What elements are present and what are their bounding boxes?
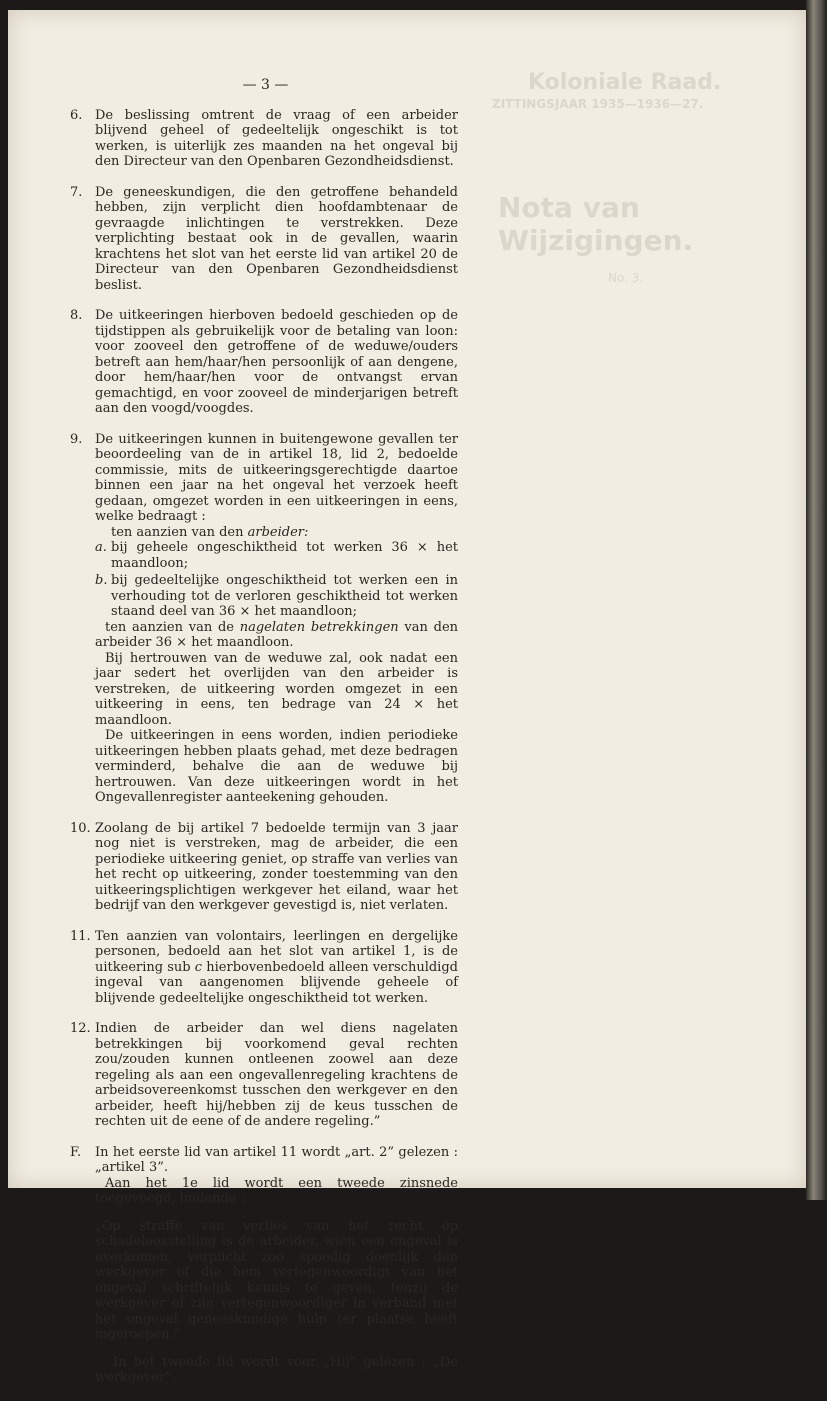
article-item-7	[70, 184, 458, 294]
article-item-9	[70, 431, 459, 806]
sub-text: bij gedeeltelijke ongeschiktheid tot werken een in verhouding tot de verloren geschiktheid tot werken staand deel van 36 × het maandloon;	[111, 573, 458, 619]
item-text: Zoolang de bij artikel 7 bedoelde termijn van 3 jaar nog niet is verstreken, mag de arbeider, die een periodieke uitkeering geniet, op straffe van verlies van het recht op uitkeering, zonder toestemming van den uitkeeringsplichtigen werkgever het eiland, waar het bedrijf van den werkgever gevestigd is, niet verlaten.	[95, 820, 458, 913]
sub-item-b	[95, 573, 458, 620]
article-item-10	[70, 820, 458, 914]
section-quote: „Op straffe van verlies van het recht op schadeloosstelling is de arbeider, wien een ongeval is overkomen, verplicht zoo spoedig doenlijk den werkgever of die hem vertegenwoordigt van het ongeval schriftelijk kennis te geven, tenzij de werkgever of zijn vertegenwoordiger in verband met het ongeval geneeskundige hulp ter plaatse heeft ingeroepen.”	[95, 1218, 458, 1342]
section-text-2: Aan het 1e lid wordt een tweede zinsnede toegevoegd, luidende :	[95, 1175, 458, 1206]
ghost-session: ZITTINGSJAAR 1935—1936—27.	[492, 97, 704, 111]
nab-prefix: ten aanzien van de	[105, 619, 240, 635]
hertrouwen-paragraph: Bij hertrouwen van de weduwe zal, ook nadat een jaar sedert het overlijden van den arbeider is verstreken, de uitkeering worden omgezet in een uitkeering in eens, ten bedrage van 24 × het maandloon.	[95, 650, 458, 728]
item-text: De uitkeeringen kunnen in buitengewone gevallen ter beoordeeling van de in artikel 18, lid 2, bedoelde commissie, mits de uitkeeringsgerechtigde daartoe binnen een jaar na het ongeval het verzoek heeft gedaan, omgezet worden in een uitkeeringen in eens, welke bedraagt :	[95, 431, 458, 524]
sub-label: a.	[95, 540, 107, 555]
item-text: De beslissing omtrent de vraag of een arbeider blijvend geheel of gedeeltelijk ongeschikt is tot werken, is uiterlijk zes maanden na het ongeval bij den Directeur van den Openbaren Gezondheidsdienst.	[95, 107, 458, 169]
item-text: Indien de arbeider dan wel diens nagelaten betrekkingen bij voorkomend geval rechten zou/zouden kunnen ontleenen zoowel aan deze regeling als aan een ongevallenregeling krachtens de arbeidsovereenkomst tusschen den werkgever en den arbeider, heeft hij/hebben zij de keus tusschen de rechten uit de eene of de andere regeling.”	[95, 1021, 458, 1129]
section-last: In het tweede lid wordt voor „Hij” gelezen : „De werkgever”.	[95, 1354, 458, 1385]
arbeider-word: arbeider:	[247, 524, 309, 540]
section-text-1: In het eerste lid van artikel 11 wordt „art. 2” gelezen : „artikel 3”.	[95, 1144, 458, 1175]
arbeider-heading	[95, 525, 458, 541]
sub-item-a	[95, 540, 458, 571]
item-number: 12.	[70, 1021, 91, 1036]
bleed-through-text	[478, 70, 778, 285]
ghost-nr: No. 3.	[608, 271, 644, 285]
eens-paragraph: De uitkeeringen in eens worden, indien periodieke uitkeeringen hebben plaats gehad, met deze bedragen verminderd, behalve die aan de weduwe bij hertrouwen. Van deze uitkeeringen wordt in het Ongevallenregister aanteekening gehouden.	[95, 728, 458, 805]
article-item-8	[70, 308, 458, 417]
nab-suffix: van den arbeider 36 × het maandloon.	[95, 619, 459, 650]
item-number: 10.	[70, 820, 91, 836]
arbeider-prefix: ten aanzien van den	[111, 524, 248, 540]
item-number: 9.	[70, 431, 83, 447]
sub-letter: c	[194, 959, 203, 975]
page-content	[70, 77, 459, 1401]
section-f	[70, 1144, 458, 1386]
article-item-11	[70, 928, 458, 1007]
item-text: De uitkeeringen hierboven bedoeld geschieden op de tijdstippen als gebruikelijk voor de betaling van loon: voor zooveel den getroffene of de weduwe/ouders betreft aan hem/haar/hen persoonlijk of aan dengene, door hem/haar/hen voor de ontvangst ervan gemachtigd, en voor zooveel de minderjarigen betreft aan den voogd/voogdes.	[95, 308, 458, 416]
section-label: F.	[70, 1144, 82, 1160]
book-spine	[806, 0, 827, 1200]
ghost-title: Koloniale Raad.	[528, 70, 722, 95]
document-page	[8, 10, 806, 1385]
page-number: — 3 —	[242, 77, 289, 93]
text-pre: Ten aanzien van volontairs, leerlingen en dergelijke personen, bedoeld aan het slot van artikel 1, is de uitkeering sub	[95, 928, 458, 975]
item-number: 6.	[70, 107, 83, 123]
item-text: De geneeskundigen, die den getroffene behandeld hebben, zijn verplicht dien hoofdambtenaar de gevraagde inlichtingen te verstrekken. Deze verplichting bestaat ook in de gevallen, waarin krachtens het slot van het eerste lid van artikel 20 de Directeur van den Openbaren Gezondheidsdienst beslist.	[95, 184, 458, 293]
article-item-6	[70, 107, 458, 170]
sub-label: b.	[95, 573, 108, 588]
item-text	[95, 929, 458, 1007]
sub-text: bij geheele ongeschiktheid tot werken 36 × het maandloon;	[111, 540, 458, 571]
article-item-12	[70, 1021, 458, 1130]
nagelaten-paragraph	[95, 620, 458, 651]
item-number: 11.	[70, 928, 91, 944]
item-number: 7.	[70, 184, 83, 200]
text-post: hierbovenbedoeld alleen verschuldigd ingeval van aangenomen blijvende geheele of blijvende gedeeltelijke ongeschiktheid tot werken.	[95, 959, 458, 1006]
nab-word: nagelaten betrekkingen	[239, 619, 399, 635]
ghost-nota: Nota van Wijzigingen.	[498, 191, 694, 257]
item-number: 8.	[70, 308, 83, 323]
